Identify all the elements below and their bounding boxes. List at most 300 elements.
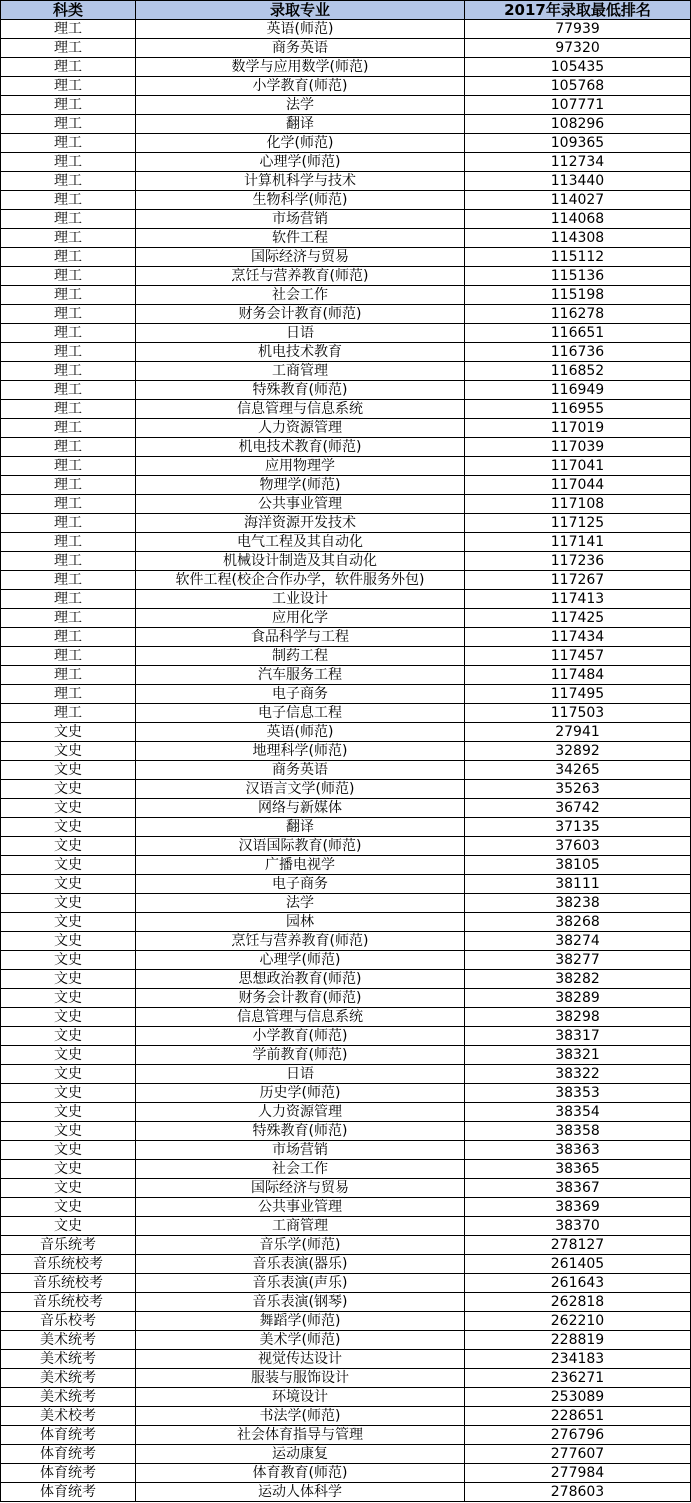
table-row <box>1 1160 691 1179</box>
table-row <box>1 1217 691 1236</box>
category-cell: 理工 <box>1 305 136 324</box>
min-rank-cell: 262210 <box>465 1312 691 1331</box>
category-cell: 美术统考 <box>1 1331 136 1350</box>
category-cell: 理工 <box>1 514 136 533</box>
min-rank-cell: 116651 <box>465 324 691 343</box>
table-row <box>1 989 691 1008</box>
table-row <box>1 1084 691 1103</box>
category-cell: 文史 <box>1 989 136 1008</box>
table-row <box>1 20 691 39</box>
category-cell: 理工 <box>1 419 136 438</box>
major-cell: 法学 <box>136 894 465 913</box>
major-cell: 体育教育(师范) <box>136 1464 465 1483</box>
major-cell: 汉语国际教育(师范) <box>136 837 465 856</box>
table-row <box>1 153 691 172</box>
min-rank-cell: 277607 <box>465 1445 691 1464</box>
table-row <box>1 1483 691 1502</box>
table-row <box>1 1350 691 1369</box>
major-cell: 软件工程(校企合作办学，软件服务外包) <box>136 571 465 590</box>
category-cell: 理工 <box>1 533 136 552</box>
table-row <box>1 191 691 210</box>
major-cell: 应用化学 <box>136 609 465 628</box>
min-rank-cell: 234183 <box>465 1350 691 1369</box>
min-rank-cell: 117434 <box>465 628 691 647</box>
major-cell: 心理学(师范) <box>136 951 465 970</box>
table-body <box>1 20 691 1502</box>
major-cell: 工商管理 <box>136 362 465 381</box>
table-row <box>1 1407 691 1426</box>
table-row <box>1 419 691 438</box>
min-rank-cell: 38317 <box>465 1027 691 1046</box>
major-cell: 思想政治教育(师范) <box>136 970 465 989</box>
major-cell: 商务英语 <box>136 39 465 58</box>
category-cell: 美术校考 <box>1 1407 136 1426</box>
table-row <box>1 913 691 932</box>
major-cell: 历史学(师范) <box>136 1084 465 1103</box>
min-rank-cell: 35263 <box>465 780 691 799</box>
major-cell: 电子信息工程 <box>136 704 465 723</box>
category-cell: 理工 <box>1 153 136 172</box>
category-cell: 文史 <box>1 1084 136 1103</box>
category-cell: 理工 <box>1 457 136 476</box>
category-cell: 美术统考 <box>1 1388 136 1407</box>
table-row <box>1 628 691 647</box>
category-cell: 文史 <box>1 932 136 951</box>
min-rank-cell: 77939 <box>465 20 691 39</box>
category-cell: 理工 <box>1 704 136 723</box>
table-row <box>1 229 691 248</box>
category-cell: 理工 <box>1 628 136 647</box>
table-row <box>1 58 691 77</box>
min-rank-cell: 105435 <box>465 58 691 77</box>
min-rank-cell: 34265 <box>465 761 691 780</box>
min-rank-cell: 117484 <box>465 666 691 685</box>
major-cell: 音乐表演(声乐) <box>136 1274 465 1293</box>
major-cell: 音乐表演(器乐) <box>136 1255 465 1274</box>
table-row <box>1 647 691 666</box>
category-cell: 理工 <box>1 666 136 685</box>
min-rank-cell: 117457 <box>465 647 691 666</box>
table-row <box>1 1027 691 1046</box>
major-cell: 市场营销 <box>136 210 465 229</box>
major-cell: 人力资源管理 <box>136 419 465 438</box>
major-cell: 软件工程 <box>136 229 465 248</box>
min-rank-cell: 228819 <box>465 1331 691 1350</box>
min-rank-cell: 38367 <box>465 1179 691 1198</box>
min-rank-cell: 116852 <box>465 362 691 381</box>
category-cell: 文史 <box>1 1141 136 1160</box>
major-cell: 翻译 <box>136 115 465 134</box>
major-cell: 环境设计 <box>136 1388 465 1407</box>
table-row <box>1 1103 691 1122</box>
category-cell: 音乐统校考 <box>1 1274 136 1293</box>
min-rank-cell: 105768 <box>465 77 691 96</box>
min-rank-cell: 117141 <box>465 533 691 552</box>
major-cell: 社会体育指导与管理 <box>136 1426 465 1445</box>
category-cell: 文史 <box>1 1160 136 1179</box>
major-cell: 信息管理与信息系统 <box>136 400 465 419</box>
table-row <box>1 210 691 229</box>
category-cell: 文史 <box>1 1122 136 1141</box>
min-rank-cell: 38365 <box>465 1160 691 1179</box>
table-row <box>1 1445 691 1464</box>
table-row <box>1 1331 691 1350</box>
category-cell: 理工 <box>1 571 136 590</box>
min-rank-cell: 117267 <box>465 571 691 590</box>
min-rank-cell: 116949 <box>465 381 691 400</box>
category-cell: 音乐统校考 <box>1 1255 136 1274</box>
major-cell: 美术学(师范) <box>136 1331 465 1350</box>
table-row <box>1 457 691 476</box>
category-cell: 体育统考 <box>1 1445 136 1464</box>
category-cell: 理工 <box>1 267 136 286</box>
table-row <box>1 533 691 552</box>
table-row <box>1 248 691 267</box>
category-cell: 理工 <box>1 39 136 58</box>
major-cell: 信息管理与信息系统 <box>136 1008 465 1027</box>
category-cell: 文史 <box>1 856 136 875</box>
major-cell: 公共事业管理 <box>136 495 465 514</box>
min-rank-cell: 261643 <box>465 1274 691 1293</box>
major-cell: 市场营销 <box>136 1141 465 1160</box>
major-cell: 化学(师范) <box>136 134 465 153</box>
major-cell: 人力资源管理 <box>136 1103 465 1122</box>
category-cell: 文史 <box>1 951 136 970</box>
major-cell: 应用物理学 <box>136 457 465 476</box>
min-rank-cell: 38277 <box>465 951 691 970</box>
table-row <box>1 799 691 818</box>
table-row <box>1 951 691 970</box>
min-rank-cell: 38238 <box>465 894 691 913</box>
header-row <box>1 1 691 20</box>
table-row <box>1 704 691 723</box>
header-min-rank: 2017年录取最低排名 <box>465 1 691 20</box>
table-row <box>1 324 691 343</box>
min-rank-cell: 117041 <box>465 457 691 476</box>
major-cell: 电气工程及其自动化 <box>136 533 465 552</box>
table-row <box>1 856 691 875</box>
category-cell: 文史 <box>1 818 136 837</box>
min-rank-cell: 112734 <box>465 153 691 172</box>
min-rank-cell: 117413 <box>465 590 691 609</box>
category-cell: 文史 <box>1 1103 136 1122</box>
table-row <box>1 723 691 742</box>
major-cell: 国际经济与贸易 <box>136 1179 465 1198</box>
min-rank-cell: 32892 <box>465 742 691 761</box>
major-cell: 特殊教育(师范) <box>136 1122 465 1141</box>
category-cell: 美术统考 <box>1 1350 136 1369</box>
min-rank-cell: 37603 <box>465 837 691 856</box>
category-cell: 理工 <box>1 286 136 305</box>
table-row <box>1 1198 691 1217</box>
min-rank-cell: 236271 <box>465 1369 691 1388</box>
major-cell: 烹饪与营养教育(师范) <box>136 267 465 286</box>
category-cell: 理工 <box>1 20 136 39</box>
min-rank-cell: 37135 <box>465 818 691 837</box>
category-cell: 理工 <box>1 552 136 571</box>
category-cell: 理工 <box>1 495 136 514</box>
min-rank-cell: 38321 <box>465 1046 691 1065</box>
min-rank-cell: 27941 <box>465 723 691 742</box>
major-cell: 机电技术教育 <box>136 343 465 362</box>
min-rank-cell: 97320 <box>465 39 691 58</box>
major-cell: 制药工程 <box>136 647 465 666</box>
table-row <box>1 286 691 305</box>
major-cell: 烹饪与营养教育(师范) <box>136 932 465 951</box>
min-rank-cell: 116278 <box>465 305 691 324</box>
min-rank-cell: 38105 <box>465 856 691 875</box>
table-row <box>1 77 691 96</box>
table-row <box>1 1293 691 1312</box>
min-rank-cell: 117108 <box>465 495 691 514</box>
major-cell: 汉语言文学(师范) <box>136 780 465 799</box>
min-rank-cell: 117503 <box>465 704 691 723</box>
category-cell: 文史 <box>1 780 136 799</box>
table-row <box>1 1274 691 1293</box>
major-cell: 物理学(师范) <box>136 476 465 495</box>
category-cell: 文史 <box>1 837 136 856</box>
min-rank-cell: 277984 <box>465 1464 691 1483</box>
major-cell: 计算机科学与技术 <box>136 172 465 191</box>
min-rank-cell: 36742 <box>465 799 691 818</box>
min-rank-cell: 115136 <box>465 267 691 286</box>
category-cell: 文史 <box>1 761 136 780</box>
major-cell: 电子商务 <box>136 685 465 704</box>
major-cell: 特殊教育(师范) <box>136 381 465 400</box>
table-row <box>1 818 691 837</box>
category-cell: 理工 <box>1 58 136 77</box>
min-rank-cell: 117039 <box>465 438 691 457</box>
min-rank-cell: 261405 <box>465 1255 691 1274</box>
header-category: 科类 <box>1 1 136 20</box>
major-cell: 海洋资源开发技术 <box>136 514 465 533</box>
major-cell: 工业设计 <box>136 590 465 609</box>
table-row <box>1 1179 691 1198</box>
major-cell: 电子商务 <box>136 875 465 894</box>
min-rank-cell: 109365 <box>465 134 691 153</box>
category-cell: 文史 <box>1 970 136 989</box>
major-cell: 舞蹈学(师范) <box>136 1312 465 1331</box>
major-cell: 园林 <box>136 913 465 932</box>
category-cell: 理工 <box>1 191 136 210</box>
category-cell: 理工 <box>1 210 136 229</box>
table-row <box>1 1464 691 1483</box>
category-cell: 理工 <box>1 324 136 343</box>
min-rank-cell: 117044 <box>465 476 691 495</box>
header-major: 录取专业 <box>136 1 465 20</box>
major-cell: 网络与新媒体 <box>136 799 465 818</box>
min-rank-cell: 117236 <box>465 552 691 571</box>
table-row <box>1 571 691 590</box>
table-row <box>1 609 691 628</box>
category-cell: 理工 <box>1 115 136 134</box>
major-cell: 英语(师范) <box>136 723 465 742</box>
min-rank-cell: 262818 <box>465 1293 691 1312</box>
category-cell: 理工 <box>1 647 136 666</box>
min-rank-cell: 38111 <box>465 875 691 894</box>
min-rank-cell: 38363 <box>465 1141 691 1160</box>
min-rank-cell: 38370 <box>465 1217 691 1236</box>
major-cell: 财务会计教育(师范) <box>136 989 465 1008</box>
major-cell: 生物科学(师范) <box>136 191 465 210</box>
category-cell: 音乐统考 <box>1 1236 136 1255</box>
major-cell: 小学教育(师范) <box>136 77 465 96</box>
table-row <box>1 96 691 115</box>
table-row <box>1 343 691 362</box>
major-cell: 机械设计制造及其自动化 <box>136 552 465 571</box>
table-row <box>1 1141 691 1160</box>
min-rank-cell: 38369 <box>465 1198 691 1217</box>
major-cell: 书法学(师范) <box>136 1407 465 1426</box>
table-row <box>1 970 691 989</box>
category-cell: 文史 <box>1 723 136 742</box>
min-rank-cell: 38289 <box>465 989 691 1008</box>
min-rank-cell: 38322 <box>465 1065 691 1084</box>
major-cell: 服装与服饰设计 <box>136 1369 465 1388</box>
category-cell: 理工 <box>1 476 136 495</box>
major-cell: 汽车服务工程 <box>136 666 465 685</box>
category-cell: 文史 <box>1 1008 136 1027</box>
major-cell: 数学与应用数学(师范) <box>136 58 465 77</box>
table-row <box>1 761 691 780</box>
min-rank-cell: 38282 <box>465 970 691 989</box>
min-rank-cell: 38353 <box>465 1084 691 1103</box>
min-rank-cell: 38358 <box>465 1122 691 1141</box>
table-row <box>1 362 691 381</box>
min-rank-cell: 114068 <box>465 210 691 229</box>
category-cell: 理工 <box>1 400 136 419</box>
table-row <box>1 590 691 609</box>
category-cell: 理工 <box>1 172 136 191</box>
category-cell: 理工 <box>1 590 136 609</box>
min-rank-cell: 38298 <box>465 1008 691 1027</box>
major-cell: 社会工作 <box>136 286 465 305</box>
category-cell: 音乐校考 <box>1 1312 136 1331</box>
category-cell: 理工 <box>1 96 136 115</box>
min-rank-cell: 38274 <box>465 932 691 951</box>
table-row <box>1 1388 691 1407</box>
category-cell: 体育统考 <box>1 1483 136 1502</box>
major-cell: 工商管理 <box>136 1217 465 1236</box>
category-cell: 文史 <box>1 1027 136 1046</box>
major-cell: 地理科学(师范) <box>136 742 465 761</box>
major-cell: 学前教育(师范) <box>136 1046 465 1065</box>
category-cell: 理工 <box>1 381 136 400</box>
table-row <box>1 305 691 324</box>
major-cell: 日语 <box>136 324 465 343</box>
table-header <box>1 1 691 20</box>
min-rank-cell: 38268 <box>465 913 691 932</box>
major-cell: 公共事业管理 <box>136 1198 465 1217</box>
table-row <box>1 742 691 761</box>
table-row <box>1 932 691 951</box>
category-cell: 文史 <box>1 913 136 932</box>
min-rank-cell: 117019 <box>465 419 691 438</box>
table-row <box>1 476 691 495</box>
table-row <box>1 1046 691 1065</box>
table-row <box>1 894 691 913</box>
min-rank-cell: 117425 <box>465 609 691 628</box>
min-rank-cell: 116955 <box>465 400 691 419</box>
table-row <box>1 552 691 571</box>
table-row <box>1 1236 691 1255</box>
table-row <box>1 39 691 58</box>
major-cell: 商务英语 <box>136 761 465 780</box>
category-cell: 文史 <box>1 742 136 761</box>
table-row <box>1 115 691 134</box>
min-rank-cell: 278127 <box>465 1236 691 1255</box>
category-cell: 理工 <box>1 229 136 248</box>
table-row <box>1 1122 691 1141</box>
major-cell: 英语(师范) <box>136 20 465 39</box>
min-rank-cell: 278603 <box>465 1483 691 1502</box>
min-rank-cell: 228651 <box>465 1407 691 1426</box>
major-cell: 食品科学与工程 <box>136 628 465 647</box>
min-rank-cell: 276796 <box>465 1426 691 1445</box>
table-row <box>1 514 691 533</box>
category-cell: 理工 <box>1 134 136 153</box>
category-cell: 体育统考 <box>1 1426 136 1445</box>
table-row <box>1 666 691 685</box>
major-cell: 法学 <box>136 96 465 115</box>
major-cell: 音乐表演(钢琴) <box>136 1293 465 1312</box>
category-cell: 美术统考 <box>1 1369 136 1388</box>
category-cell: 理工 <box>1 343 136 362</box>
category-cell: 文史 <box>1 875 136 894</box>
category-cell: 理工 <box>1 609 136 628</box>
table-row <box>1 381 691 400</box>
category-cell: 理工 <box>1 248 136 267</box>
table-row <box>1 1008 691 1027</box>
min-rank-cell: 107771 <box>465 96 691 115</box>
min-rank-cell: 117495 <box>465 685 691 704</box>
category-cell: 理工 <box>1 362 136 381</box>
table-row <box>1 495 691 514</box>
category-cell: 理工 <box>1 438 136 457</box>
min-rank-cell: 117125 <box>465 514 691 533</box>
min-rank-cell: 115112 <box>465 248 691 267</box>
category-cell: 文史 <box>1 894 136 913</box>
major-cell: 运动人体科学 <box>136 1483 465 1502</box>
min-rank-cell: 114027 <box>465 191 691 210</box>
table-row <box>1 134 691 153</box>
min-rank-cell: 113440 <box>465 172 691 191</box>
min-rank-cell: 38354 <box>465 1103 691 1122</box>
table-row <box>1 400 691 419</box>
table-row <box>1 172 691 191</box>
major-cell: 小学教育(师范) <box>136 1027 465 1046</box>
table-row <box>1 1255 691 1274</box>
table-row <box>1 1426 691 1445</box>
min-rank-cell: 253089 <box>465 1388 691 1407</box>
category-cell: 体育统考 <box>1 1464 136 1483</box>
table-row <box>1 1312 691 1331</box>
category-cell: 文史 <box>1 1065 136 1084</box>
table-row <box>1 267 691 286</box>
major-cell: 日语 <box>136 1065 465 1084</box>
category-cell: 文史 <box>1 1198 136 1217</box>
major-cell: 运动康复 <box>136 1445 465 1464</box>
category-cell: 文史 <box>1 1179 136 1198</box>
table-row <box>1 837 691 856</box>
min-rank-cell: 116736 <box>465 343 691 362</box>
table-row <box>1 438 691 457</box>
category-cell: 理工 <box>1 685 136 704</box>
major-cell: 广播电视学 <box>136 856 465 875</box>
table-row <box>1 685 691 704</box>
major-cell: 机电技术教育(师范) <box>136 438 465 457</box>
major-cell: 社会工作 <box>136 1160 465 1179</box>
